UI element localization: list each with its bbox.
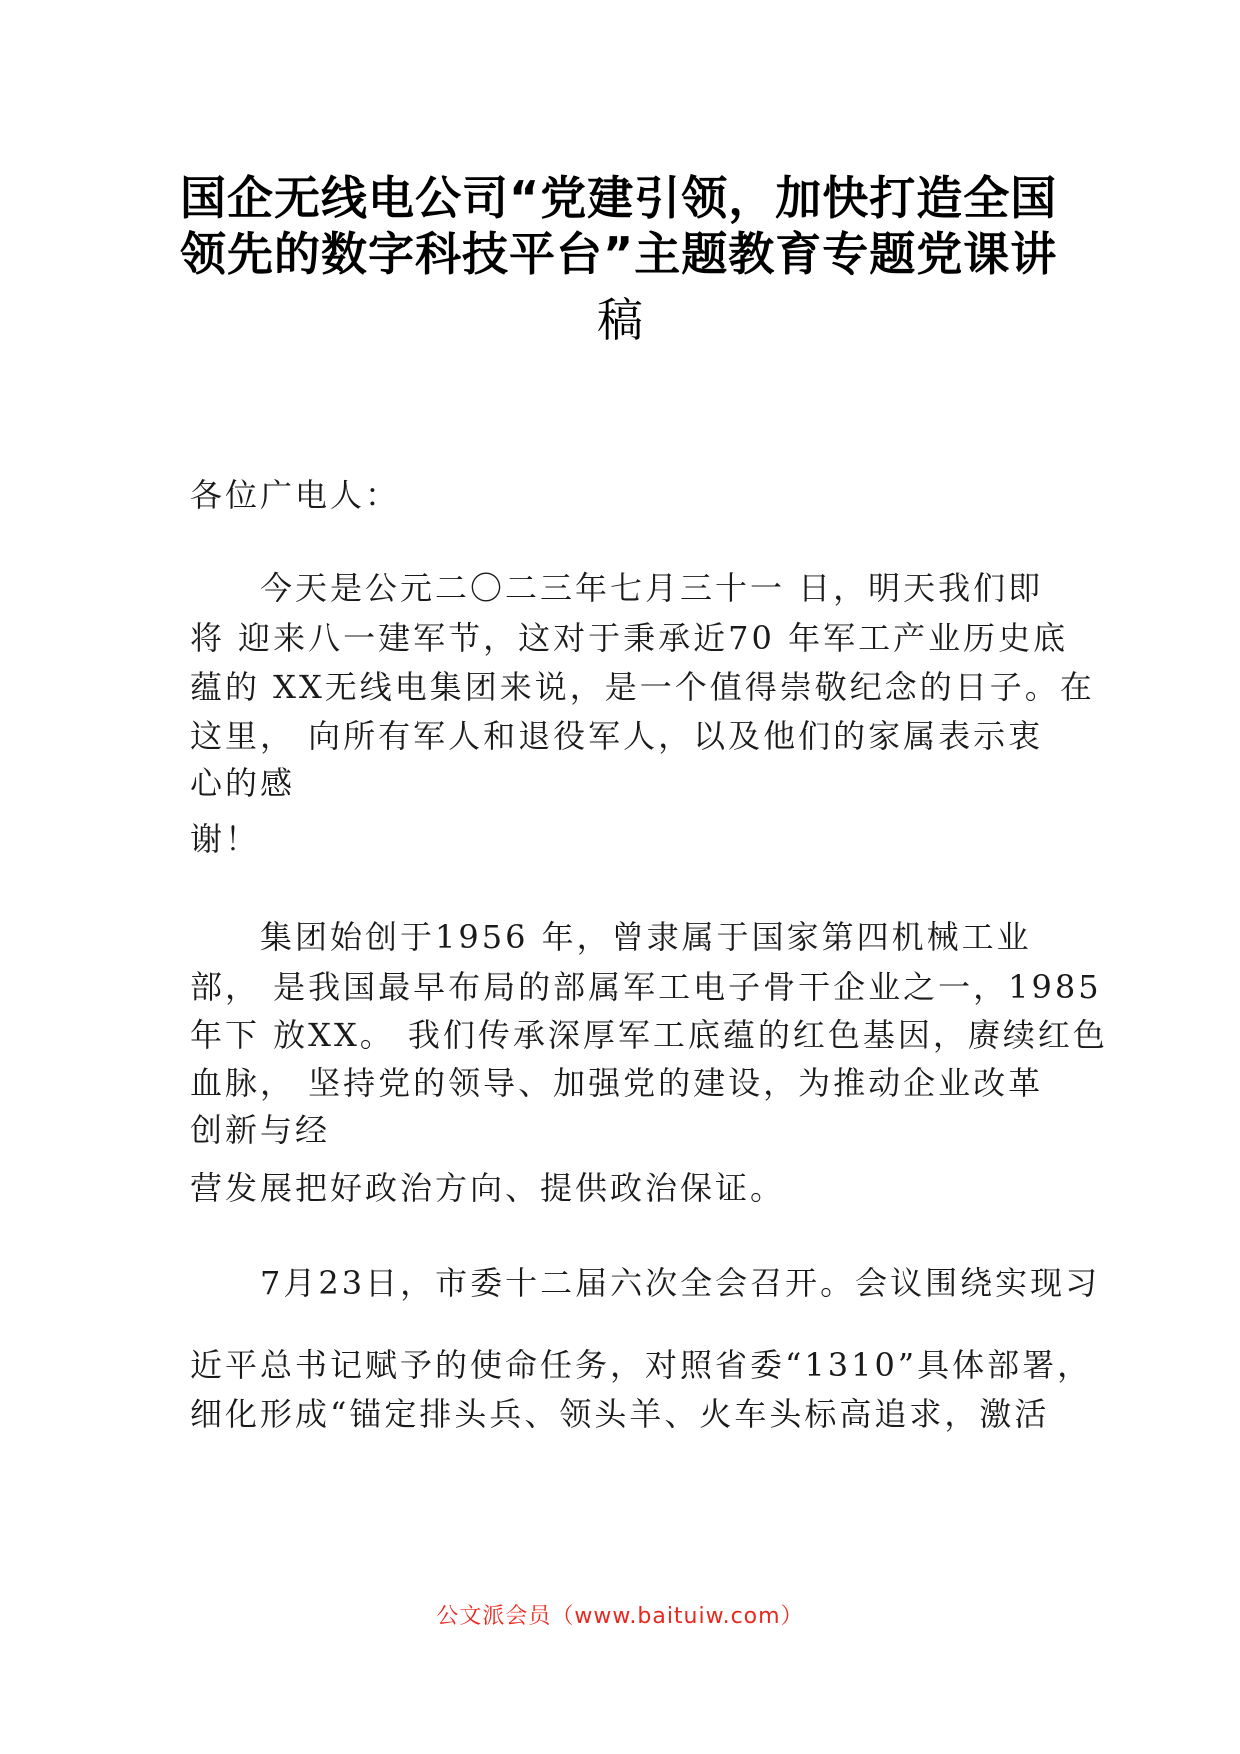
salutation: 各位广电人： (190, 476, 401, 514)
paragraph-line: 将 迎来八一建军节，这对于秉承近70 年军工产业历史底 (190, 619, 1069, 657)
paragraph-line: 蕴的 XX无线电集团来说，是一个值得崇敬纪念的日子。在 (190, 668, 1095, 706)
title-line-2: 领先的数字科技平台”主题教育专题党课讲 (180, 227, 1058, 281)
paragraph-line: 这里， 向所有军人和退役军人，以及他们的家属表示衷 (190, 717, 1044, 755)
document-title (180, 170, 1060, 348)
paragraph-line: 今天是公元二〇二三年七月三十一 日，明天我们即 (190, 569, 1044, 607)
paragraph-line: 血脉， 坚持党的领导、加强党的建设，为推动企业改革 (190, 1064, 1044, 1102)
title-line-1: 国企无线电公司“党建引领，加快打造全国 (180, 171, 1058, 225)
paragraph-line: 7月23日，市委十二届六次全会召开。会议围绕实现习 (190, 1264, 1101, 1302)
paragraph-line: 心的感 (190, 764, 296, 802)
paragraph-line: 集团始创于1956 年，曾隶属于国家第四机械工业 (190, 918, 1032, 956)
footer-watermark: 公文派会员（www.baituiw.com） (436, 1604, 804, 1629)
paragraph-line: 创新与经 (190, 1111, 331, 1149)
paragraph-line: 谢！ (190, 820, 261, 858)
paragraph-line: 部， 是我国最早布局的部属军工电子骨干企业之一，1985 (190, 968, 1102, 1006)
paragraph-line: 营发展把好政治方向、提供政治保证。 (190, 1169, 786, 1207)
paragraph-line: 近平总书记赋予的使命任务，对照省委“1310”具体部署， (190, 1346, 1093, 1384)
title-line-3: 稿 (597, 293, 643, 347)
paragraph-line: 细化形成“锚定排头兵、领头羊、火车头标高追求，激活 (190, 1395, 1050, 1433)
paragraph-line: 年下 放XX。 我们传承深厚军工底蕴的红色基因，赓续红色 (190, 1016, 1108, 1054)
